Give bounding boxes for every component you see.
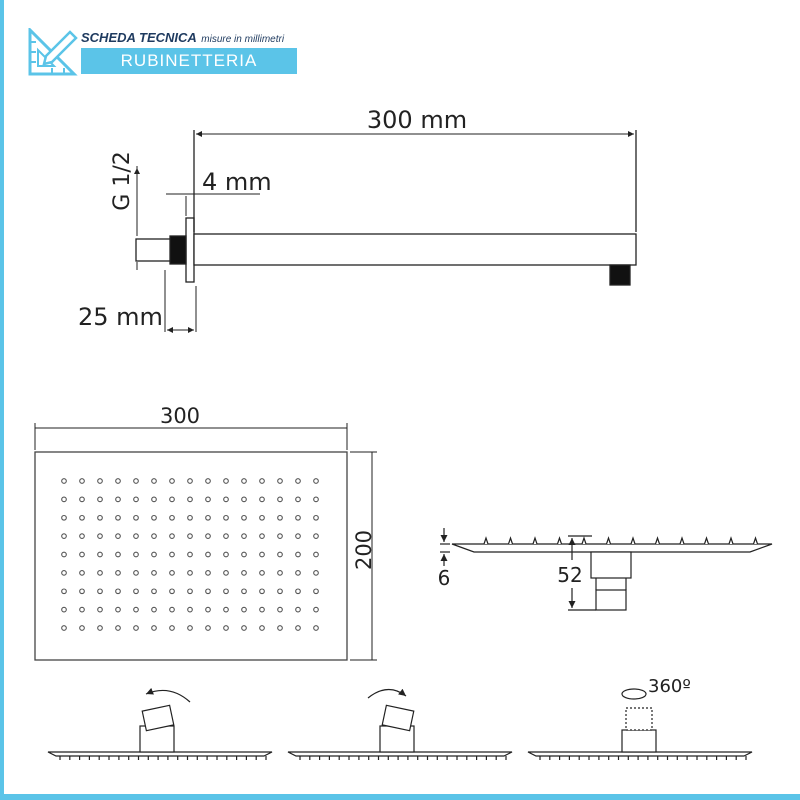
nozzle	[80, 626, 85, 631]
nozzle	[170, 552, 175, 557]
nozzle	[278, 626, 283, 631]
nozzle	[314, 552, 319, 557]
nozzle	[62, 607, 67, 612]
side-nozzle	[509, 538, 513, 544]
nozzle	[152, 516, 157, 521]
nozzle	[242, 571, 247, 576]
nozzle	[116, 571, 121, 576]
nozzle	[260, 516, 265, 521]
nozzle	[134, 497, 139, 502]
nozzle	[116, 589, 121, 594]
header-subtitle: misure in millimetri	[201, 34, 285, 45]
nozzle	[206, 589, 211, 594]
nozzle	[188, 626, 193, 631]
nozzle	[296, 479, 301, 484]
nozzle	[80, 534, 85, 539]
nozzle	[80, 552, 85, 557]
nozzle	[242, 497, 247, 502]
nozzle	[116, 534, 121, 539]
nozzle	[116, 516, 121, 521]
nozzle	[152, 479, 157, 484]
nozzle	[134, 589, 139, 594]
nozzle	[224, 589, 229, 594]
side-nozzle	[656, 538, 660, 544]
nozzle	[224, 497, 229, 502]
nozzle	[206, 626, 211, 631]
arm-length-label: 300 mm	[366, 106, 468, 134]
nozzle	[278, 534, 283, 539]
nozzle	[278, 571, 283, 576]
nozzle	[62, 516, 67, 521]
nozzle	[80, 497, 85, 502]
nozzle	[296, 626, 301, 631]
nozzle	[242, 534, 247, 539]
nozzle-grid	[62, 479, 319, 631]
side-nozzle	[754, 538, 758, 544]
nozzle	[314, 607, 319, 612]
connector-height-label: 52	[557, 563, 583, 587]
nozzle	[98, 479, 103, 484]
nozzle	[278, 516, 283, 521]
nozzle	[260, 571, 265, 576]
nozzle	[224, 552, 229, 557]
arm-dimension-lines	[137, 134, 634, 330]
nozzle	[134, 607, 139, 612]
arm-pipe-end	[136, 239, 170, 261]
nozzle	[314, 534, 319, 539]
nozzle	[278, 589, 283, 594]
nozzle	[314, 516, 319, 521]
nozzle	[188, 607, 193, 612]
thread-label: G 1/2	[110, 151, 135, 211]
nozzle	[242, 626, 247, 631]
nozzle	[224, 607, 229, 612]
nozzle	[260, 626, 265, 631]
nozzle	[260, 607, 265, 612]
nozzle	[98, 607, 103, 612]
nozzle	[152, 571, 157, 576]
nozzle	[152, 607, 157, 612]
nozzle	[206, 552, 211, 557]
side-nozzle	[631, 538, 635, 544]
header-title: SCHEDA TECNICA	[81, 30, 197, 45]
nozzle	[80, 571, 85, 576]
nozzle	[278, 479, 283, 484]
nozzle	[170, 479, 175, 484]
nozzle	[80, 589, 85, 594]
side-nozzle	[582, 538, 586, 544]
nozzle	[278, 497, 283, 502]
tilt-left-view	[48, 690, 272, 760]
nozzle	[296, 607, 301, 612]
side-connector-nut	[596, 590, 626, 610]
shower-head-side-view	[437, 528, 772, 610]
side-nozzle	[680, 538, 684, 544]
nozzle	[152, 626, 157, 631]
nozzle	[260, 534, 265, 539]
head-thickness-label: 6	[437, 566, 451, 590]
nozzle	[206, 534, 211, 539]
nozzle	[188, 534, 193, 539]
nozzle	[314, 497, 319, 502]
nozzle	[188, 552, 193, 557]
nozzle	[188, 571, 193, 576]
nozzle	[116, 497, 121, 502]
nozzle	[134, 626, 139, 631]
nozzle	[62, 497, 67, 502]
nozzle	[296, 589, 301, 594]
nozzle	[206, 497, 211, 502]
nozzle	[314, 571, 319, 576]
nozzle	[152, 552, 157, 557]
rotate-360-view	[528, 689, 752, 760]
nozzle	[206, 479, 211, 484]
nozzle	[242, 479, 247, 484]
nozzle	[134, 534, 139, 539]
nozzle	[296, 571, 301, 576]
nozzle	[134, 571, 139, 576]
shower-head-top-view	[35, 452, 347, 660]
nozzle	[170, 589, 175, 594]
nozzle	[62, 479, 67, 484]
thread-length-label: 25 mm	[78, 303, 163, 331]
nozzle	[224, 571, 229, 576]
nozzle	[296, 534, 301, 539]
rotation-label: 360º	[648, 676, 691, 697]
nozzle	[188, 516, 193, 521]
wall-flange	[186, 218, 194, 282]
nozzle	[242, 552, 247, 557]
category-banner: RUBINETTERIA	[81, 48, 297, 74]
nozzle	[116, 479, 121, 484]
nozzle	[98, 589, 103, 594]
nozzle	[170, 534, 175, 539]
side-nozzles	[484, 538, 758, 544]
nozzle	[62, 626, 67, 631]
nozzle	[62, 534, 67, 539]
nozzle	[116, 552, 121, 557]
side-nozzle	[705, 538, 709, 544]
side-nozzle	[729, 538, 733, 544]
nozzle	[170, 626, 175, 631]
nozzle	[224, 516, 229, 521]
nozzle	[224, 534, 229, 539]
nozzle	[98, 626, 103, 631]
side-nozzle	[607, 538, 611, 544]
nozzle	[278, 607, 283, 612]
nozzle	[260, 497, 265, 502]
nozzle	[242, 516, 247, 521]
side-plate	[452, 544, 772, 552]
nozzle	[98, 552, 103, 557]
nozzle	[62, 589, 67, 594]
nozzle	[62, 571, 67, 576]
nozzle	[116, 626, 121, 631]
nozzle	[260, 589, 265, 594]
nozzle	[62, 552, 67, 557]
nozzle	[134, 479, 139, 484]
nozzle	[98, 534, 103, 539]
arm-body	[194, 234, 636, 265]
nozzle	[98, 571, 103, 576]
nozzle	[152, 589, 157, 594]
nozzle	[242, 607, 247, 612]
nozzle	[206, 571, 211, 576]
nozzle	[170, 516, 175, 521]
nozzle	[152, 534, 157, 539]
nozzle	[206, 516, 211, 521]
nozzle	[260, 479, 265, 484]
nozzle	[242, 589, 247, 594]
head-width-label: 300	[159, 404, 201, 428]
nozzle	[278, 552, 283, 557]
nozzle	[170, 607, 175, 612]
nozzle	[98, 516, 103, 521]
side-connector-body	[591, 552, 631, 578]
outlet-nut	[610, 265, 630, 285]
tilt-right-view	[288, 689, 512, 760]
flange-thickness-label: 4 mm	[202, 168, 272, 196]
nozzle	[206, 607, 211, 612]
nozzle	[188, 479, 193, 484]
head-height-label: 200	[352, 529, 376, 571]
nozzle	[170, 571, 175, 576]
nozzle	[296, 497, 301, 502]
nozzle	[296, 516, 301, 521]
nozzle	[296, 552, 301, 557]
nozzle	[224, 626, 229, 631]
nozzle	[260, 552, 265, 557]
nozzle	[188, 497, 193, 502]
arm-side-view	[136, 130, 636, 332]
nozzle	[116, 607, 121, 612]
side-nozzle	[558, 538, 562, 544]
nozzle	[152, 497, 157, 502]
nozzle	[170, 497, 175, 502]
side-nozzle	[484, 538, 488, 544]
side-nozzle	[533, 538, 537, 544]
threaded-connector	[170, 236, 186, 264]
nozzle	[224, 479, 229, 484]
nozzle	[314, 479, 319, 484]
nozzle	[80, 607, 85, 612]
nozzle	[98, 497, 103, 502]
nozzle	[188, 589, 193, 594]
nozzle	[134, 552, 139, 557]
nozzle	[314, 589, 319, 594]
nozzle	[80, 479, 85, 484]
nozzle	[80, 516, 85, 521]
nozzle	[134, 516, 139, 521]
nozzle	[314, 626, 319, 631]
